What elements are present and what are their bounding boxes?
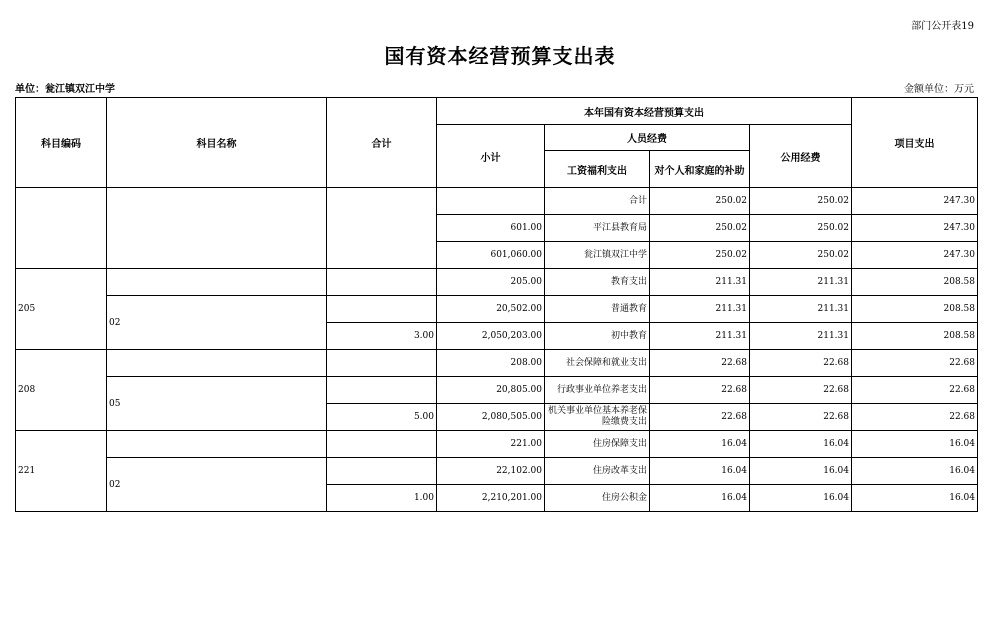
code-cell: 205 bbox=[16, 269, 107, 350]
name-cell bbox=[107, 350, 327, 377]
wage-cell: 行政事业单位养老支出 bbox=[545, 377, 650, 404]
project-cell: 247.30 bbox=[852, 188, 978, 215]
public-cell: 22.68 bbox=[750, 404, 852, 431]
wage-cell: 住房改革支出 bbox=[545, 458, 650, 485]
project-cell: 208.58 bbox=[852, 269, 978, 296]
name-cell bbox=[107, 188, 327, 269]
public-cell: 16.04 bbox=[750, 431, 852, 458]
name-cell: 05 bbox=[107, 377, 327, 431]
subtotal-cell: 20,805.00 bbox=[437, 377, 545, 404]
form-number: 部门公开表19 bbox=[911, 21, 974, 32]
subsidy-cell: 211.31 bbox=[650, 269, 750, 296]
public-cell: 16.04 bbox=[750, 485, 852, 512]
name-cell: 02 bbox=[107, 458, 327, 512]
name-cell bbox=[107, 269, 327, 296]
subtotal-cell: 205.00 bbox=[437, 269, 545, 296]
table-row bbox=[16, 377, 978, 404]
code-cell bbox=[16, 188, 107, 269]
subtotal-cell: 2,080,505.00 bbox=[437, 404, 545, 431]
public-cell: 22.68 bbox=[750, 350, 852, 377]
header-name: 科目名称 bbox=[107, 98, 327, 188]
subtotal-cell: 208.00 bbox=[437, 350, 545, 377]
subsidy-cell: 16.04 bbox=[650, 458, 750, 485]
total-cell bbox=[327, 350, 437, 377]
table-row bbox=[16, 458, 978, 485]
project-cell: 16.04 bbox=[852, 431, 978, 458]
subsidy-cell: 22.68 bbox=[650, 377, 750, 404]
subtotal-cell: 601,060.00 bbox=[437, 242, 545, 269]
subsidy-cell: 16.04 bbox=[650, 485, 750, 512]
wage-cell: 教育支出 bbox=[545, 269, 650, 296]
public-cell: 250.02 bbox=[750, 215, 852, 242]
public-cell: 250.02 bbox=[750, 242, 852, 269]
subsidy-cell: 250.02 bbox=[650, 215, 750, 242]
public-cell: 211.31 bbox=[750, 323, 852, 350]
code-cell: 221 bbox=[16, 431, 107, 512]
total-cell bbox=[327, 431, 437, 458]
project-cell: 16.04 bbox=[852, 485, 978, 512]
total-cell: 5.00 bbox=[327, 404, 437, 431]
total-cell bbox=[327, 296, 437, 323]
header-group: 本年国有资本经营预算支出 bbox=[437, 98, 852, 125]
subtotal-cell: 2,050,203.00 bbox=[437, 323, 545, 350]
wage-cell: 合计 bbox=[545, 188, 650, 215]
subsidy-cell: 22.68 bbox=[650, 404, 750, 431]
wage-cell: 平江县教育局 bbox=[545, 215, 650, 242]
subsidy-cell: 22.68 bbox=[650, 350, 750, 377]
wage-cell: 住房保障支出 bbox=[545, 431, 650, 458]
public-cell: 211.31 bbox=[750, 296, 852, 323]
subtotal-cell: 601.00 bbox=[437, 215, 545, 242]
subsidy-cell: 16.04 bbox=[650, 431, 750, 458]
table-row bbox=[16, 269, 978, 296]
wage-cell: 社会保障和就业支出 bbox=[545, 350, 650, 377]
subsidy-cell: 250.02 bbox=[650, 242, 750, 269]
project-cell: 247.30 bbox=[852, 215, 978, 242]
subtotal-cell: 2,210,201.00 bbox=[437, 485, 545, 512]
header-code: 科目编码 bbox=[16, 98, 107, 188]
wage-cell: 住房公积金 bbox=[545, 485, 650, 512]
page-title: 国有资本经营预算支出表 bbox=[384, 44, 616, 68]
header-wage: 工资福利支出 bbox=[545, 151, 650, 188]
subsidy-cell: 211.31 bbox=[650, 296, 750, 323]
public-cell: 211.31 bbox=[750, 269, 852, 296]
name-cell: 02 bbox=[107, 296, 327, 350]
code-cell: 208 bbox=[16, 350, 107, 431]
budget-table bbox=[15, 97, 978, 512]
total-cell bbox=[327, 377, 437, 404]
name-cell bbox=[107, 431, 327, 458]
wage-cell: 瓮江镇双江中学 bbox=[545, 242, 650, 269]
wage-cell: 普通教育 bbox=[545, 296, 650, 323]
subtotal-cell: 20,502.00 bbox=[437, 296, 545, 323]
header-subsidy: 对个人和家庭的补助 bbox=[650, 151, 750, 188]
amount-unit-label: 金额单位：万元 bbox=[904, 84, 974, 95]
header-personnel: 人员经费 bbox=[545, 125, 750, 151]
header-subtotal: 小计 bbox=[437, 125, 545, 188]
wage-cell: 机关事业单位基本养老保险缴费支出 bbox=[545, 404, 650, 431]
subtotal-cell: 22,102.00 bbox=[437, 458, 545, 485]
total-cell bbox=[327, 458, 437, 485]
subsidy-cell: 211.31 bbox=[650, 323, 750, 350]
project-cell: 22.68 bbox=[852, 404, 978, 431]
project-cell: 22.68 bbox=[852, 350, 978, 377]
public-cell: 250.02 bbox=[750, 188, 852, 215]
project-cell: 247.30 bbox=[852, 242, 978, 269]
project-cell: 22.68 bbox=[852, 377, 978, 404]
table-row bbox=[16, 350, 978, 377]
table-row bbox=[16, 431, 978, 458]
project-cell: 16.04 bbox=[852, 458, 978, 485]
header-total: 合计 bbox=[327, 98, 437, 188]
unit-label: 单位：瓮江镇双江中学 bbox=[15, 84, 115, 95]
header-project: 项目支出 bbox=[852, 98, 978, 188]
header-public: 公用经费 bbox=[750, 125, 852, 188]
project-cell: 208.58 bbox=[852, 296, 978, 323]
public-cell: 16.04 bbox=[750, 458, 852, 485]
total-cell: 1.00 bbox=[327, 485, 437, 512]
public-cell: 22.68 bbox=[750, 377, 852, 404]
table-row bbox=[16, 296, 978, 323]
table-row bbox=[16, 188, 978, 215]
project-cell: 208.58 bbox=[852, 323, 978, 350]
subsidy-cell: 250.02 bbox=[650, 188, 750, 215]
subtotal-cell bbox=[437, 188, 545, 215]
total-cell bbox=[327, 269, 437, 296]
total-cell bbox=[327, 188, 437, 269]
subtotal-cell: 221.00 bbox=[437, 431, 545, 458]
wage-cell: 初中教育 bbox=[545, 323, 650, 350]
total-cell: 3.00 bbox=[327, 323, 437, 350]
